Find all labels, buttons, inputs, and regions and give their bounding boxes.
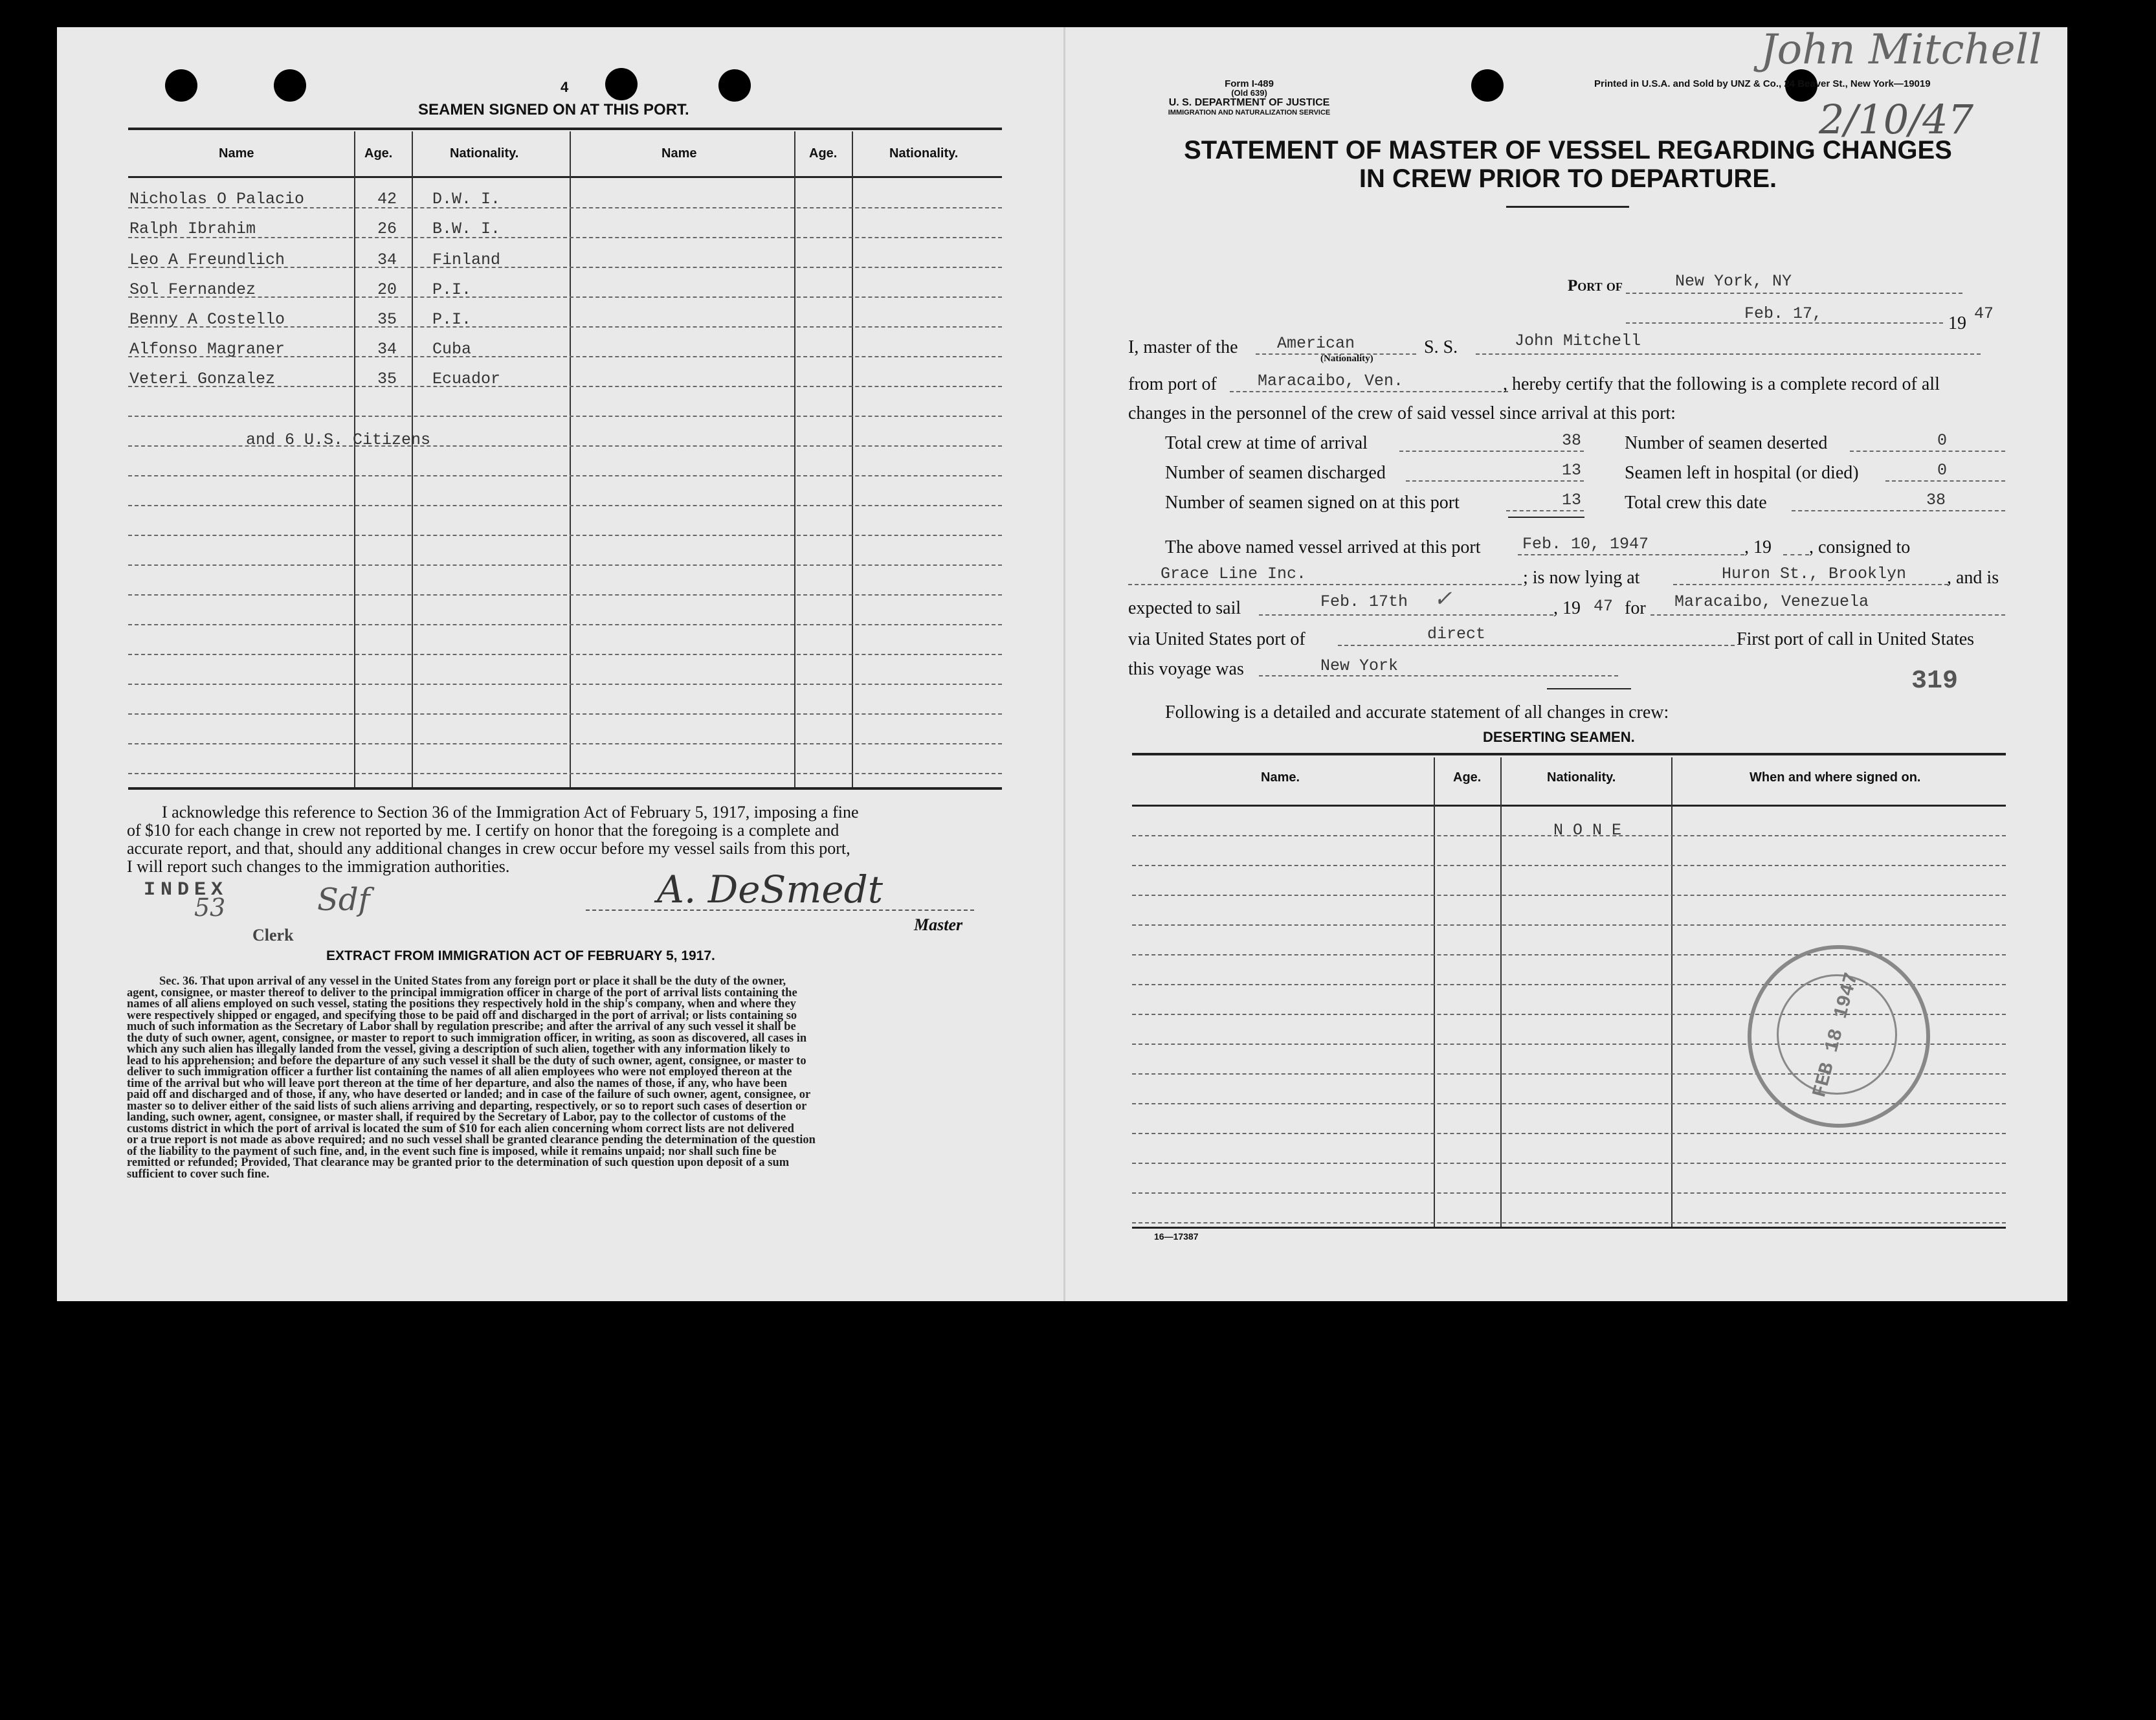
date-year-suffix: 47 [1974, 304, 1994, 323]
table-row-nationality: Finland [432, 251, 501, 269]
port-label: Port of [1568, 277, 1623, 295]
voyage-value: New York [1320, 656, 1399, 675]
ss-label: S. S. [1424, 337, 1458, 357]
destination-value: Maracaibo, Venezuela [1674, 592, 1869, 611]
column-divider [354, 131, 355, 787]
row-rule [128, 237, 1002, 238]
desert-header-rule [1132, 805, 2006, 807]
sail-year-prefix: , 19 [1553, 598, 1581, 618]
column-divider [412, 131, 413, 787]
row-rule [128, 654, 1002, 655]
extract-line: the duty of such owner, agent, consignee, or master to report to such immigration officer, in writing, as soon as discovered, all cases in [127, 1031, 807, 1045]
date-year-prefix: 19 [1948, 313, 1966, 333]
clerk-label: Clerk [252, 926, 294, 944]
extract-line: sufficient to cover such fine. [127, 1167, 270, 1181]
punch-hole [165, 69, 197, 102]
arrived-line [1518, 554, 1744, 555]
column-header-nationality: Nationality. [889, 146, 959, 161]
form-title-line-1: STATEMENT OF MASTER OF VESSEL REGARDING CHANGES [1184, 136, 1952, 164]
column-header-name: Name [661, 146, 697, 161]
master-of-label: I, master of the [1128, 337, 1238, 357]
clerk-initials: Sdf [317, 882, 370, 918]
desert-table-bottom-rule [1132, 1227, 2006, 1229]
row-rule [128, 773, 1002, 774]
sail-year: 47 [1594, 597, 1614, 616]
table-row-age: 26 [377, 219, 397, 238]
port-line [1626, 293, 1962, 294]
ship-name-line [1476, 353, 1981, 355]
title-underline [1506, 206, 1629, 208]
arrived-year-line [1783, 554, 1809, 555]
table-row-name: Benny A Costello [129, 310, 285, 329]
seamen-signed-on-label: Number of seamen signed on at this port [1165, 493, 1460, 513]
column-divider [794, 131, 795, 787]
extract-line: which any such alien has illegally landed from the vessel, giving a description of such alien, together with any information likely to [127, 1043, 790, 1056]
total-crew-date-value: 38 [1926, 491, 1946, 509]
via-label: via United States port of [1128, 629, 1306, 649]
table-row-nationality: Ecuador [432, 370, 501, 388]
desert-table-top-rule [1132, 753, 2006, 755]
deserting-title: DESERTING SEAMEN. [1483, 729, 1635, 745]
table-row-name: Leo A Freundlich [129, 251, 285, 269]
form-print-number: 16—17387 [1154, 1231, 1199, 1242]
stat-rule [1508, 517, 1584, 518]
for-label: for [1625, 598, 1646, 618]
page-number: 4 [561, 79, 569, 95]
none-entry: N O N E [1553, 821, 1622, 840]
table-row-name: Veteri Gonzalez [129, 370, 276, 388]
via-line [1338, 645, 1735, 646]
extract-line: or a true report is not made as above required; and no such vessel shall be granted clearance pending the determination of the question [127, 1134, 816, 1146]
punch-hole [605, 68, 638, 100]
extract-line: of the liability to the payment of such fine, and, in the event such fine is imposed, while it remains unpaid; nor shall such fine be [127, 1145, 777, 1158]
row-rule [128, 475, 1002, 476]
voyage-label: this voyage was [1128, 659, 1244, 679]
extract-line: names of all aliens employed on such vessel, stating the positions they respectively hold in the ship's company, when and where they [127, 998, 796, 1011]
stat-line [1792, 510, 2005, 511]
voyage-line [1259, 675, 1618, 676]
row-rule [128, 594, 1002, 596]
department-line: U. S. DEPARTMENT OF JUSTICE [1168, 97, 1330, 108]
printer-line: Printed in U.S.A. and Sold by UNZ & Co., 24 Beaver St., New York—19019 [1594, 78, 1931, 89]
extract-line: customs district in which the port of arrival is located the sum of $10 for each alien concerning whom correct lists are not delivered [127, 1122, 794, 1135]
date-line [1626, 322, 1943, 324]
desert-column-divider [1671, 757, 1673, 1227]
expected-label: expected to sail [1128, 598, 1241, 618]
extract-text [127, 975, 1007, 1181]
extract-line: Sec. 36. That upon arrival of any vessel in the United States from any foreign port or place it shall be the duty of the owner, [159, 975, 786, 988]
stat-line [1885, 480, 2005, 482]
table-row-age: 35 [377, 370, 397, 388]
lying-label: ; is now lying at [1523, 568, 1640, 588]
row-rule [128, 296, 1002, 298]
table-row-name: Sol Fernandez [129, 280, 256, 299]
port-value: New York, NY [1675, 272, 1792, 291]
table-row-nationality: B.W. I. [432, 219, 501, 238]
column-header-age: Age. [809, 146, 838, 161]
extract-line: landing, such owner, agent, consignee, or master shall, if required by the Secretary of Labor, pay to the collector of customs of the [127, 1111, 786, 1124]
column-header-name: Name [219, 146, 254, 161]
row-rule [128, 564, 1002, 566]
column-divider [570, 131, 571, 787]
acknowledge-line: of $10 for each change in crew not reported by me. I certify on honor that the foregoing is a complete and [127, 821, 839, 840]
table-row-nationality: P.I. [432, 310, 472, 329]
acknowledge-line: accurate report, and that, should any additional changes in crew occur before my vessel sails from this port, [127, 839, 850, 858]
table-top-rule [128, 128, 1002, 130]
changes-text: changes in the personnel of the crew of said vessel since arrival at this port: [1128, 403, 1676, 423]
table-row-age: 20 [377, 280, 397, 299]
received-stamp-date: FEB 18 1947 [1808, 970, 1864, 1100]
destination-line [1650, 614, 2005, 616]
column-header-age: Age. [364, 146, 393, 161]
consignee-line [1128, 584, 1522, 585]
seamen-hospital-label: Seamen left in hospital (or died) [1625, 463, 1859, 483]
index-number: 53 [194, 893, 226, 922]
table-row-age: 35 [377, 310, 397, 329]
extract-title: EXTRACT FROM IMMIGRATION ACT OF FEBRUARY 5, 1917. [326, 948, 715, 963]
total-crew-date-label: Total crew this date [1625, 493, 1767, 513]
and-is-label: , and is [1947, 568, 1999, 588]
total-crew-arrival-value: 38 [1562, 431, 1582, 450]
extract-line: remitted or refunded; Provided, That clearance may be granted prior to the determination of such question upon deposit of a sum [127, 1156, 790, 1169]
form-title-line-2: IN CREW PRIOR TO DEPARTURE. [1359, 164, 1777, 193]
from-port-line [1230, 391, 1508, 392]
arrived-year: , 19 [1744, 537, 1772, 557]
date-value: Feb. 17, [1744, 304, 1823, 323]
stamp-number: 319 [1911, 667, 1959, 696]
service-line: IMMIGRATION AND NATURALIZATION SERVICE [1168, 109, 1331, 117]
desert-row-rule [1132, 1192, 2006, 1194]
certify-text: , hereby certify that the following is a complete record of all [1503, 374, 1940, 394]
nationality-value: American [1277, 334, 1355, 353]
seamen-discharged-value: 13 [1562, 461, 1582, 480]
desert-header-name: Name. [1261, 770, 1300, 785]
extract-line: time of the arrival but who will leave port thereon at the time of her departure, and also the names of those, if any, who have been [127, 1077, 787, 1090]
desert-header-signed-on: When and where signed on. [1750, 770, 1921, 785]
via-value: direct [1427, 625, 1486, 643]
extract-line: were respectively shipped or engaged, and specifying those to be paid off and discharged in the port of arrival; or lists containing so [127, 1009, 797, 1022]
citizens-note: and 6 U.S. Citizens [246, 430, 431, 449]
seamen-signed-on-value: 13 [1562, 491, 1582, 509]
first-port-label: First port of call in United States [1737, 629, 1975, 649]
row-rule [128, 743, 1002, 744]
table-header-rule [128, 176, 1002, 178]
row-rule [128, 624, 1002, 625]
punch-hole [718, 69, 751, 102]
row-rule [128, 416, 1002, 417]
desert-column-divider [1500, 757, 1502, 1227]
stat-line [1506, 510, 1584, 511]
desert-row-rule [1132, 895, 2006, 896]
punch-hole [1471, 69, 1504, 102]
table-row-nationality: Cuba [432, 340, 472, 359]
table-row-age: 34 [377, 340, 397, 359]
row-rule [128, 684, 1002, 685]
desert-column-divider [1434, 757, 1435, 1227]
row-rule [128, 505, 1002, 506]
extract-line: lead to his apprehension; and before the departure of any such vessel it shall be the duty of such owner, agent, consignee, or master to [127, 1054, 806, 1067]
table-row-name: Alfonso Magraner [129, 340, 285, 359]
check-mark: ✓ [1434, 586, 1452, 612]
ship-name: John Mitchell [1515, 331, 1641, 350]
master-signature: A. DeSmedt [657, 867, 884, 911]
extract-line: agent, consignee, or master thereof to deliver to the principal immigration officer in charge of the port of arrival lists containing the [127, 986, 797, 1000]
handwritten-ship-name: John Mitchell [1761, 26, 2042, 74]
sail-date: Feb. 17th [1320, 592, 1408, 611]
lying-line [1673, 584, 1948, 585]
consigned-label: , consigned to [1809, 537, 1911, 557]
handwritten-date: 2/10/47 [1819, 96, 1974, 143]
column-divider [852, 131, 853, 787]
table-row-age: 42 [377, 190, 397, 208]
master-label: Master [914, 915, 963, 934]
desert-row-rule [1132, 924, 2006, 926]
extract-line: master so to deliver either of the said lists of such aliens arriving and departing, respectively, or so to report such cases of desertion or [127, 1099, 807, 1113]
nationality-caption: (Nationality) [1320, 353, 1373, 364]
form-number-line: (Old 639) [1231, 88, 1267, 98]
form-number-line: Form I-489 [1225, 78, 1274, 89]
seamen-discharged-label: Number of seamen discharged [1165, 463, 1386, 483]
desert-header-nationality: Nationality. [1547, 770, 1616, 785]
desert-row-rule [1132, 1222, 2006, 1223]
fold-line [1063, 27, 1065, 1301]
from-port-label: from port of [1128, 374, 1217, 394]
extract-line: much of such information as the Secretary of Labor shall by regulation prescribe; and after the arrival of any such vessel it shall be [127, 1020, 796, 1033]
row-rule [128, 713, 1002, 715]
seamen-deserted-label: Number of seamen deserted [1625, 433, 1828, 453]
extract-line: paid off and discharged and of those, if any, who have deserted or landed; and in case of the failure of such owner, agent, consignee, or [127, 1088, 811, 1101]
stat-line [1850, 451, 2005, 452]
row-rule [128, 535, 1002, 536]
column-header-nationality: Nationality. [450, 146, 519, 161]
desert-row-rule [1132, 865, 2006, 866]
table-row-name: Ralph Ibrahim [129, 219, 256, 238]
table-row-age: 34 [377, 251, 397, 269]
table-row-name: Nicholas O Palacio [129, 190, 305, 208]
from-port-value: Maracaibo, Ven. [1258, 372, 1404, 390]
desert-row-rule [1132, 1163, 2006, 1164]
sail-date-line [1259, 614, 1553, 616]
arrived-value: Feb. 10, 1947 [1522, 535, 1649, 553]
punch-hole [274, 69, 306, 102]
desert-header-age: Age. [1453, 770, 1482, 785]
table-row-nationality: D.W. I. [432, 190, 501, 208]
seamen-hospital-value: 0 [1937, 461, 1948, 480]
desert-row-rule [1132, 1133, 2006, 1134]
left-title: SEAMEN SIGNED ON AT THIS PORT. [418, 101, 689, 118]
table-bottom-rule [128, 787, 1002, 790]
acknowledge-line: I will report such changes to the immigration authorities. [127, 857, 510, 876]
consignee-value: Grace Line Inc. [1161, 564, 1307, 583]
arrived-label: The above named vessel arrived at this port [1165, 537, 1481, 557]
extract-line: deliver to such immigration officer a further list containing the names of all alien employees who were not employed thereon at the [127, 1066, 792, 1078]
lying-value: Huron St., Brooklyn [1722, 564, 1907, 583]
total-crew-arrival-label: Total crew at time of arrival [1165, 433, 1368, 453]
seamen-deserted-value: 0 [1937, 431, 1948, 450]
stat-line [1399, 451, 1584, 452]
stat-line [1406, 480, 1584, 482]
following-text: Following is a detailed and accurate statement of all changes in crew: [1165, 702, 1669, 722]
voyage-rule [1547, 688, 1631, 689]
acknowledge-line: I acknowledge this reference to Section 36 of the Immigration Act of February 5, 1917, imposing a fine [162, 803, 859, 821]
table-row-nationality: P.I. [432, 280, 472, 299]
index-stamp: INDEX [144, 879, 228, 901]
